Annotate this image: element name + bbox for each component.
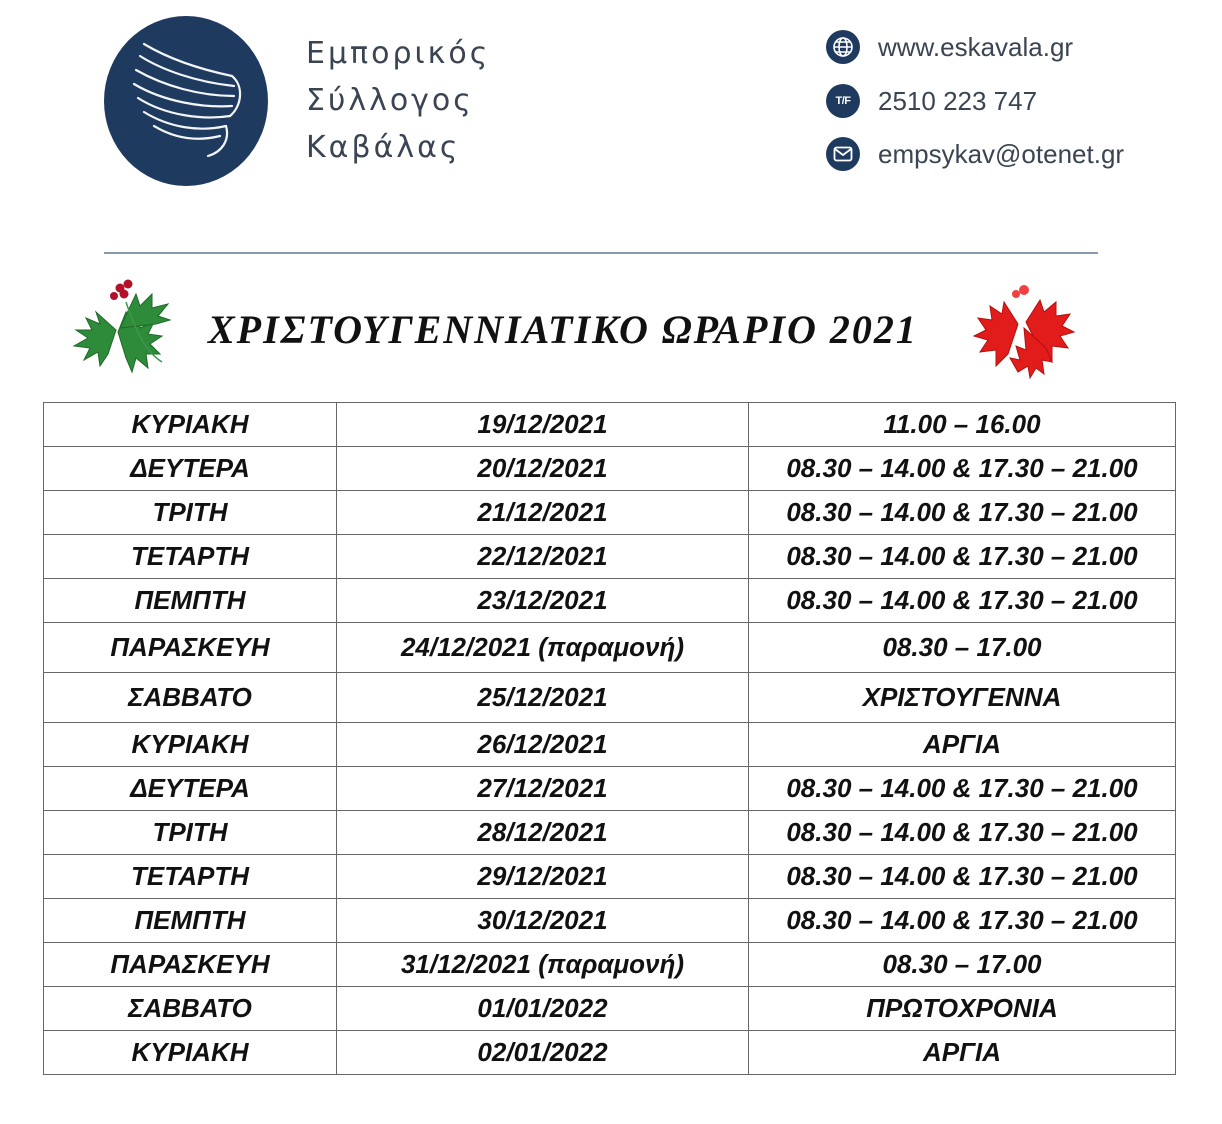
contact-phone [826,84,1037,118]
holly-green-icon [56,272,176,393]
day-cell: ΠΑΡΑΣΚΕΥΗ [44,623,337,673]
globe-icon [826,30,860,64]
org-name-line-2: Σύλλογος [306,83,474,118]
wing-logo-graphic [104,16,268,186]
day-cell: ΠΕΜΠΤΗ [44,899,337,943]
table-row [44,899,1176,943]
day-cell: ΤΡΙΤΗ [44,811,337,855]
table-row [44,767,1176,811]
phone-fax-label: T/F [835,95,851,107]
hours-cell: 08.30 – 14.00 & 17.30 – 21.00 [749,491,1176,535]
table-row [44,579,1176,623]
table-row [44,943,1176,987]
date-cell: 27/12/2021 [337,767,749,811]
date-cell: 31/12/2021 (παραμονή) [337,943,749,987]
holiday-schedule-table [43,402,1176,1075]
date-cell: 20/12/2021 [337,447,749,491]
date-cell: 29/12/2021 [337,855,749,899]
day-cell: ΣΑΒΒΑΤΟ [44,673,337,723]
hours-cell: ΑΡΓΙΑ [749,723,1176,767]
date-cell: 30/12/2021 [337,899,749,943]
table-row [44,1031,1176,1075]
day-cell: ΚΥΡΙΑΚΗ [44,1031,337,1075]
page-title: ΧΡΙΣΤΟΥΓΕΝΝΙΑΤΙΚΟ ΩΡΑΡΙΟ 2021 [208,307,918,352]
website-link[interactable]: www.eskavala.gr [878,31,1074,62]
hours-cell: 08.30 – 17.00 [749,943,1176,987]
contact-email[interactable] [826,137,1124,171]
date-cell: 25/12/2021 [337,673,749,723]
hours-cell: 08.30 – 14.00 & 17.30 – 21.00 [749,811,1176,855]
hours-cell: ΠΡΩΤΟΧΡΟΝΙΑ [749,987,1176,1031]
hours-cell: 08.30 – 14.00 & 17.30 – 21.00 [749,447,1176,491]
hours-cell: ΑΡΓΙΑ [749,1031,1176,1075]
day-cell: ΠΑΡΑΣΚΕΥΗ [44,943,337,987]
table-row [44,447,1176,491]
date-cell: 23/12/2021 [337,579,749,623]
wing-logo-icon [104,16,268,186]
day-cell: ΤΡΙΤΗ [44,491,337,535]
hours-cell: 08.30 – 17.00 [749,623,1176,673]
hours-cell: 08.30 – 14.00 & 17.30 – 21.00 [749,579,1176,623]
header-divider [104,252,1098,254]
hours-cell: 08.30 – 14.00 & 17.30 – 21.00 [749,767,1176,811]
org-name-line-1: Εμπορικός [306,36,491,71]
hours-cell: 08.30 – 14.00 & 17.30 – 21.00 [749,899,1176,943]
date-cell: 01/01/2022 [337,987,749,1031]
day-cell: ΤΕΤΑΡΤΗ [44,535,337,579]
date-cell: 26/12/2021 [337,723,749,767]
org-name-line-3: Καβάλας [306,130,461,165]
date-cell: 02/01/2022 [337,1031,749,1075]
table-row [44,723,1176,767]
table-row [44,987,1176,1031]
phone-fax-icon [826,84,860,118]
envelope-icon [826,137,860,171]
table-row [44,403,1176,447]
date-cell: 28/12/2021 [337,811,749,855]
table-row [44,535,1176,579]
hours-cell: ΧΡΙΣΤΟΥΓΕΝΝΑ [749,673,1176,723]
day-cell: ΤΕΤΑΡΤΗ [44,855,337,899]
hours-cell: 11.00 – 16.00 [749,403,1176,447]
day-cell: ΠΕΜΠΤΗ [44,579,337,623]
table-row [44,811,1176,855]
day-cell: ΚΥΡΙΑΚΗ [44,723,337,767]
email-link[interactable]: empsykav@otenet.gr [878,138,1125,169]
date-cell: 24/12/2021 (παραμονή) [337,623,749,673]
table-row [44,623,1176,673]
date-cell: 22/12/2021 [337,535,749,579]
table-row [44,673,1176,723]
date-cell: 19/12/2021 [337,403,749,447]
contact-website[interactable] [826,30,1073,64]
day-cell: ΔΕΥΤΕΡΑ [44,767,337,811]
day-cell: ΚΥΡΙΑΚΗ [44,403,337,447]
table-row [44,491,1176,535]
table-row [44,855,1176,899]
day-cell: ΔΕΥΤΕΡΑ [44,447,337,491]
hours-cell: 08.30 – 14.00 & 17.30 – 21.00 [749,855,1176,899]
hours-cell: 08.30 – 14.00 & 17.30 – 21.00 [749,535,1176,579]
organization-name [306,30,490,171]
day-cell: ΣΑΒΒΑΤΟ [44,987,337,1031]
phone-number: 2510 223 747 [878,85,1038,116]
date-cell: 21/12/2021 [337,491,749,535]
holly-red-icon [970,272,1080,387]
